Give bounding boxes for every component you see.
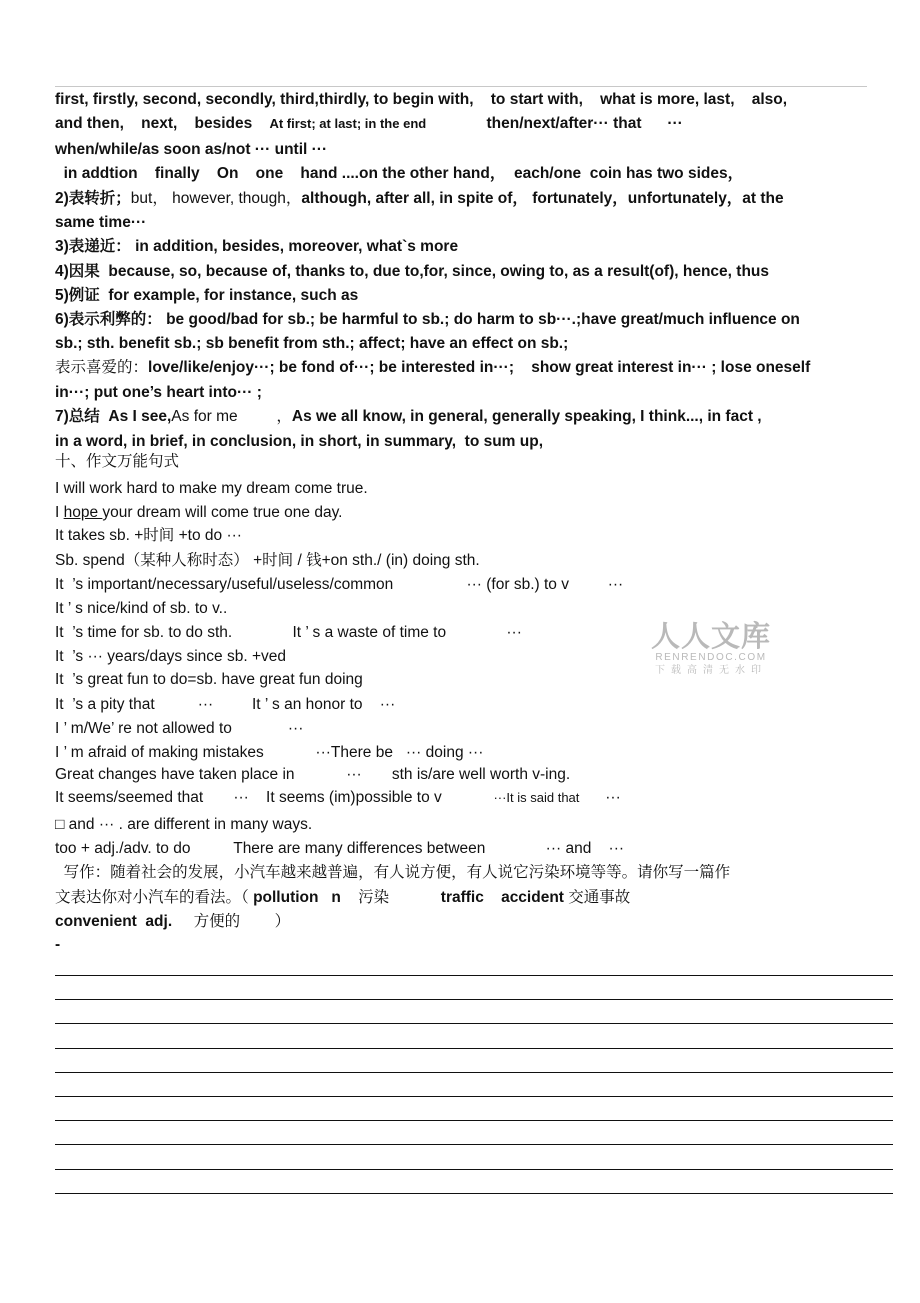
text-line	[55, 670, 363, 690]
text-line	[55, 334, 568, 354]
text-line	[55, 599, 227, 619]
text-line	[55, 575, 623, 595]
text-line	[55, 526, 242, 546]
text-line	[55, 863, 730, 883]
watermark	[646, 620, 776, 678]
text-line	[55, 623, 522, 643]
text-line	[55, 189, 784, 209]
text-line	[55, 164, 743, 184]
text-run: 表示喜爱的：	[55, 359, 149, 376]
answer-line	[55, 1193, 893, 1194]
text-run: but， however, though，	[130, 190, 302, 207]
text-run: ···	[579, 789, 621, 806]
watermark-site: RENRENDOC.COM	[655, 652, 767, 663]
text-run: and then, next, besides	[55, 115, 270, 132]
text-run: 文表达你对小汽车的看法。（	[55, 889, 254, 906]
answer-line	[55, 1023, 893, 1024]
text-run: 方便的 ）	[172, 913, 291, 930]
text-run: □ and ··· . are different in many ways.	[55, 816, 313, 833]
text-line	[55, 358, 810, 378]
text-run: 4)因果 because, so, because of, thanks to, due to,for, since, owing to, as a result(of), hence, thus	[55, 263, 769, 280]
text-run: pollution n	[253, 889, 341, 906]
text-run: It ’s a pity that ··· It ’ s an honor to ···	[55, 696, 396, 713]
text-line	[55, 237, 458, 257]
text-run: As for me ，	[171, 408, 292, 425]
text-run: 交通事故	[563, 889, 631, 906]
text-run: hope	[63, 504, 103, 521]
text-line	[55, 503, 343, 523]
text-line	[55, 140, 327, 160]
text-run: I ’ m/We’ re not allowed to ···	[55, 720, 304, 737]
text-run: 6)表示利弊的： be good/bad for sb.; be harmful to sb.; do harm to sb···.;have great/much influence on	[55, 311, 800, 328]
text-run: I will work hard to make my dream come true.	[55, 480, 368, 497]
text-run: love/like/enjoy···; be fond of···; be interested in···; show great interest in··· ; lose oneself	[148, 359, 811, 376]
text-run: 5)例证 for example, for instance, such as	[55, 287, 359, 304]
text-run: too + adj./adv. to do There are many differences between ··· and ···	[55, 840, 625, 857]
text-run: -	[55, 936, 61, 953]
text-run: same time···	[55, 214, 147, 231]
text-run: 2)表转折；	[55, 190, 131, 207]
text-line	[55, 788, 621, 808]
text-line	[55, 765, 570, 785]
text-run: It ’ s nice/kind of sb. to v..	[55, 600, 228, 617]
text-run: your dream will come true one day.	[102, 504, 343, 521]
text-line	[55, 815, 312, 835]
text-line	[55, 551, 480, 571]
text-line	[55, 286, 358, 306]
text-run: in a word, in brief, in conclusion, in short, in summary, to sum up,	[55, 433, 544, 450]
text-run: when/while/as soon as/not ··· until ···	[55, 141, 328, 158]
answer-line	[55, 1120, 893, 1121]
answer-line	[55, 975, 893, 976]
answer-line	[55, 999, 893, 1000]
text-run: traffic accident	[440, 889, 564, 906]
text-run: I ’ m afraid of making mistakes ···There be ··· doing ···	[55, 744, 484, 761]
text-line	[55, 407, 762, 427]
text-run: 7)总结 As I see,	[55, 408, 172, 425]
text-run: in···; put one’s heart into··· ;	[55, 384, 262, 401]
text-line	[55, 743, 483, 763]
text-run: in addtion finally On one hand ....on the other hand， each/one coin has two sides，	[55, 165, 744, 182]
answer-line	[55, 1144, 893, 1145]
watermark-logo-text: 人人文库	[650, 619, 771, 653]
text-run: Great changes have taken place in ··· sth is/are well worth v-ing.	[55, 766, 571, 783]
answer-line	[55, 1169, 893, 1170]
text-run: 十、作文万能句式	[55, 453, 180, 470]
text-line	[55, 262, 769, 282]
text-line	[55, 888, 630, 908]
answer-line	[55, 1096, 893, 1097]
text-run: 3)表递近： in addition, besides, moreover, what`s more	[55, 238, 459, 255]
text-run: then/next/after··· that ···	[426, 115, 683, 132]
text-run: It takes sb. +时间 +to do ···	[55, 527, 242, 544]
text-run: It ’s important/necessary/useful/useless/common ··· (for sb.) to v ···	[55, 576, 624, 593]
text-run: It ’s great fun to do=sb. have great fun doing	[55, 671, 363, 688]
text-line	[55, 695, 395, 715]
text-run: It ’s time for sb. to do sth. It ’ s a waste of time to ···	[55, 624, 522, 641]
text-line	[55, 310, 800, 330]
text-run: ···It is said that	[493, 790, 580, 805]
text-line	[55, 213, 146, 233]
text-run: convenient adj.	[55, 913, 173, 930]
text-line	[55, 432, 543, 452]
text-line	[55, 719, 303, 739]
text-line	[55, 479, 368, 499]
answer-line	[55, 1072, 893, 1073]
text-run: Sb. spend（某种人称时态） +时间 / 钱+on sth./ (in) doing sth.	[55, 552, 480, 569]
answer-line	[55, 1048, 893, 1049]
text-line	[55, 912, 290, 932]
text-run: 污染	[340, 889, 441, 906]
text-run: sb.; sth. benefit sb.; sb benefit from sth.; affect; have an effect on sb.;	[55, 335, 569, 352]
text-run: first, firstly, second, secondly, third,thirdly, to begin with, to start with, what is more, last, also,	[55, 91, 788, 108]
watermark-slogan: 下载高清无水印	[655, 665, 767, 676]
text-run: It ’s ··· years/days since sb. +ved	[55, 648, 287, 665]
text-run: As we all know, in general, generally speaking, I think..., in fact ,	[291, 408, 762, 425]
text-line	[55, 647, 286, 667]
text-line	[55, 452, 179, 472]
text-line	[55, 90, 787, 110]
text-line	[55, 839, 624, 859]
text-run: although, after all, in spite of， fortunately，unfortunately，at the	[301, 190, 784, 207]
text-line	[55, 114, 683, 134]
top-divider	[55, 86, 867, 87]
text-run: It seems/seemed that ··· It seems (im)possible to v	[55, 789, 494, 806]
text-line	[55, 935, 60, 955]
text-run: At first; at last; in the end	[269, 116, 427, 131]
text-run: I	[55, 504, 64, 521]
text-line	[55, 383, 262, 403]
text-run: 写作：随着社会的发展，小汽车越来越普遍，有人说方便，有人说它污染环境等等。请你写一篇作	[55, 864, 731, 881]
